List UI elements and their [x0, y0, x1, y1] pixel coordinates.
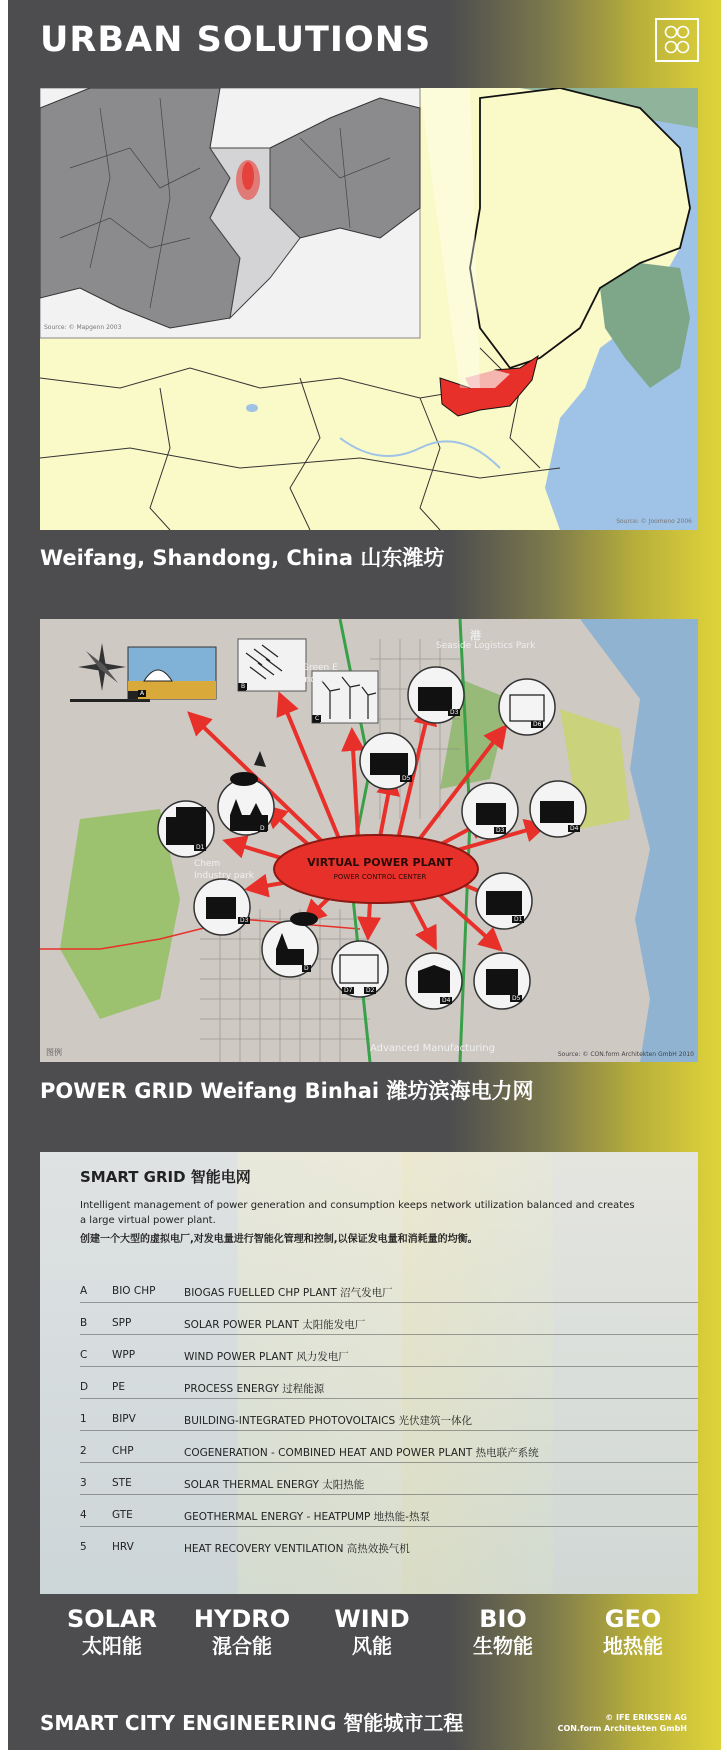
row-code: 2: [80, 1445, 87, 1457]
energy-en: HYDRO: [193, 1605, 291, 1633]
grid-caption: POWER GRID Weifang Binhai 潍坊滨海电力网: [40, 1079, 534, 1103]
energy-zh: 太阳能: [82, 1634, 142, 1658]
row-name: HEAT RECOVERY VENTILATION 高热效换气机: [184, 1543, 410, 1555]
energy-en: SOLAR: [66, 1605, 158, 1633]
smart-grid-description-zh: 创建一个大型的虚拟电厂,对发电量进行智能化管理和控制,以保证发电量和消耗量的均衡。: [80, 1234, 478, 1245]
tag-label: D: [260, 825, 265, 832]
smart-grid-title: SMART GRID 智能电网: [80, 1168, 251, 1186]
energy-label-solar: [47, 1605, 177, 1659]
table-row: [80, 1494, 698, 1527]
row-code: 4: [80, 1509, 87, 1521]
map-label-logistics: Seaside Logistics Park: [436, 641, 536, 651]
tag-label: D1: [196, 844, 205, 851]
row-name: COGENERATION - COMBINED HEAT AND POWER PLANT 热电联产系统: [184, 1447, 539, 1459]
table-row: [80, 1430, 698, 1463]
grid-copyright: Source: © CON.form Architekten GmbH 2010: [557, 1051, 694, 1058]
row-name: GEOTHERMAL ENERGY - HEATPUMP 地热能-热泵: [184, 1511, 430, 1523]
table-row: [80, 1334, 698, 1367]
row-name: BIOGAS FUELLED CHP PLANT 沼气发电厂: [184, 1287, 393, 1299]
row-name: BUILDING-INTEGRATED PHOTOVOLTAICS 光伏建筑一体化: [184, 1415, 473, 1427]
location-map: [40, 88, 698, 530]
map-label-industry-park: Industry park: [194, 871, 255, 881]
energy-en: BIO: [479, 1605, 527, 1633]
energy-zh: 生物能: [473, 1634, 533, 1658]
energy-en: WIND: [334, 1605, 410, 1633]
energy-label-wind: [307, 1605, 437, 1659]
row-abbr: CHP: [112, 1445, 134, 1457]
tag-label: D3: [450, 709, 459, 716]
tag-label: D3: [240, 917, 249, 924]
footer-copyright: [558, 1712, 687, 1734]
energy-zh: 混合能: [212, 1634, 272, 1658]
china-map-graphic: [40, 88, 698, 530]
energy-zh: 地热能: [603, 1634, 663, 1658]
energy-zh: 风能: [352, 1634, 392, 1658]
row-abbr: SPP: [112, 1317, 132, 1329]
energy-en: GEO: [604, 1605, 662, 1633]
table-row: [80, 1462, 698, 1495]
row-code: C: [80, 1349, 88, 1361]
tag-label: C: [315, 715, 320, 722]
smart-grid-description: Intelligent management of power generation and consumption keeps network utilization balanced and creates a large virtual power plant.: [80, 1200, 635, 1226]
row-abbr: GTE: [112, 1509, 133, 1521]
smart-grid-table: [40, 1152, 698, 1594]
copyright-line-2: CON.form Architekten GmbH: [557, 1724, 687, 1733]
vpp-subtitle: POWER CONTROL CENTER: [333, 873, 427, 881]
map-caption: Weifang, Shandong, China 山东潍坊: [40, 546, 445, 570]
row-name: SOLAR THERMAL ENERGY 太阳热能: [184, 1479, 365, 1491]
map-label-port: 港: [470, 629, 481, 642]
row-code: 1: [80, 1413, 87, 1425]
tag-label: D4: [442, 997, 451, 1004]
tag-label: D1: [514, 916, 523, 923]
table-row: [80, 1302, 698, 1335]
tag-label: D2: [366, 987, 375, 994]
tag-label: D3: [496, 827, 505, 834]
row-abbr: WPP: [112, 1349, 136, 1361]
row-code: 5: [80, 1541, 87, 1553]
row-code: 3: [80, 1477, 87, 1489]
tag-label: D7: [344, 987, 353, 994]
tag-label: D5: [402, 775, 411, 782]
row-abbr: HRV: [112, 1541, 134, 1553]
row-abbr: BIPV: [112, 1413, 136, 1425]
table-row: [80, 1526, 698, 1558]
row-abbr: BIO CHP: [112, 1285, 156, 1297]
energy-label-geo: [568, 1605, 698, 1659]
row-code: A: [80, 1285, 88, 1297]
row-name: PROCESS ENERGY 过程能源: [184, 1383, 325, 1395]
tag-label: D4: [570, 825, 579, 832]
tag-label: D6: [533, 721, 542, 728]
footer-title: SMART CITY ENGINEERING 智能城市工程: [40, 1711, 464, 1735]
row-code: D: [80, 1381, 89, 1393]
poster: [8, 0, 721, 1750]
tag-label: B: [241, 683, 246, 690]
inset-source-note: Source: © Mapgenn 2003: [44, 324, 122, 331]
power-grid-diagram: [40, 619, 698, 1062]
power-grid-graphic: [40, 619, 698, 1062]
table-row: [80, 1366, 698, 1399]
row-name: SOLAR POWER PLANT 太阳能发电厂: [184, 1319, 366, 1331]
energy-label-hydro: [177, 1605, 307, 1659]
map-label-chem: Chem: [194, 859, 221, 869]
row-abbr: PE: [112, 1381, 125, 1393]
table-row: [80, 1270, 698, 1303]
map-source-note: Source: © Joomeno 2006: [616, 518, 692, 525]
row-code: B: [80, 1317, 88, 1329]
map-label-industry: Industry: [302, 675, 340, 685]
page-title: URBAN SOLUTIONS: [40, 20, 432, 60]
tag-label: D: [304, 965, 309, 972]
row-abbr: STE: [112, 1477, 132, 1489]
four-circles-icon: [655, 18, 699, 62]
tag-label: A: [140, 690, 145, 697]
map-label-green: Green E: [302, 663, 338, 673]
legend-label: 图例: [46, 1048, 62, 1057]
copyright-line-1: © IFE ERIKSEN AG: [605, 1713, 687, 1722]
table-row: [80, 1398, 698, 1431]
map-label-manufacturing: Advanced Manufacturing: [370, 1043, 495, 1054]
tag-label: D5: [512, 995, 521, 1002]
row-name: WIND POWER PLANT 风力发电厂: [184, 1351, 349, 1363]
vpp-title: VIRTUAL POWER PLANT: [307, 856, 453, 869]
energy-label-bio: [438, 1605, 568, 1659]
